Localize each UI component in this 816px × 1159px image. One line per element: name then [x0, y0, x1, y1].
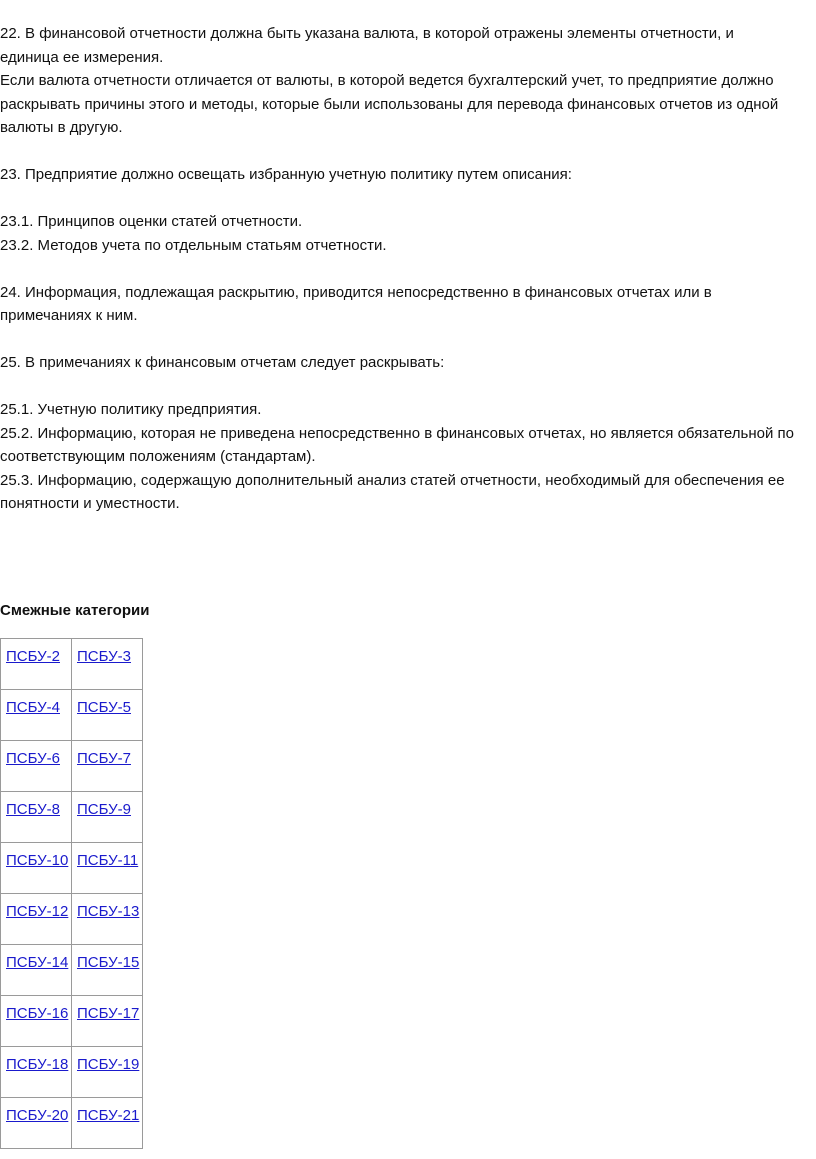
table-cell — [72, 639, 143, 690]
related-category-link[interactable]: ПСБУ-6 — [6, 750, 60, 767]
paragraph-25: 25. В примечаниях к финансовым отчетам следует раскрывать: — [0, 354, 445, 371]
table-cell — [1, 1098, 72, 1149]
spacer — [0, 328, 816, 352]
table-row — [1, 843, 143, 894]
related-category-link[interactable]: ПСБУ-14 — [6, 954, 69, 971]
table-cell — [72, 690, 143, 741]
related-category-link[interactable]: ПСБУ-16 — [6, 1005, 69, 1022]
related-category-link[interactable]: ПСБУ-4 — [6, 699, 60, 716]
spacer — [0, 375, 816, 399]
table-cell — [72, 945, 143, 996]
table-cell — [1, 690, 72, 741]
table-row — [1, 894, 143, 945]
table-cell — [1, 996, 72, 1047]
table-cell — [72, 843, 143, 894]
table-cell — [1, 741, 72, 792]
paragraph-25-2-line-2: соответствующим положениям (стандартам). — [0, 448, 316, 465]
related-categories-table — [0, 638, 143, 1149]
spacer — [0, 257, 816, 281]
related-categories-table-body — [1, 639, 143, 1149]
related-category-link[interactable]: ПСБУ-13 — [77, 903, 140, 920]
table-row — [1, 792, 143, 843]
related-category-link[interactable]: ПСБУ-18 — [6, 1056, 69, 1073]
paragraph-24-line-2: примечаниях к ним. — [0, 307, 138, 324]
paragraph-23-2: 23.2. Методов учета по отдельным статьям отчетности. — [0, 236, 387, 254]
table-cell — [72, 1047, 143, 1098]
table-row — [1, 690, 143, 741]
table-row — [1, 996, 143, 1047]
table-cell — [1, 894, 72, 945]
document-body — [0, 22, 816, 516]
related-category-link[interactable]: ПСБУ-9 — [77, 801, 131, 818]
table-row — [1, 1047, 143, 1098]
table-cell — [1, 1047, 72, 1098]
paragraph-22b-line-3: валюты в другую. — [0, 119, 123, 136]
paragraph-23-1: 23.1. Принципов оценки статей отчетности. — [0, 213, 303, 230]
related-category-link[interactable]: ПСБУ-15 — [77, 954, 140, 971]
table-cell — [72, 996, 143, 1047]
related-category-link[interactable]: ПСБУ-11 — [77, 852, 139, 869]
table-row — [1, 945, 143, 996]
paragraph-25-3-line-2: понятности и уместности. — [0, 495, 180, 512]
table-cell — [1, 945, 72, 996]
related-category-link[interactable]: ПСБУ-10 — [6, 852, 69, 869]
related-category-link[interactable]: ПСБУ-3 — [77, 648, 131, 665]
table-row — [1, 639, 143, 690]
table-cell — [72, 894, 143, 945]
paragraph-25-1: 25.1. Учетную политику предприятия. — [0, 401, 262, 418]
table-cell — [1, 792, 72, 843]
paragraph-25-3-line-1: 25.3. Информацию, содержащую дополнительный анализ статей отчетности, необходимый для обеспечения ее — [0, 471, 785, 489]
table-cell — [1, 843, 72, 894]
related-category-link[interactable]: ПСБУ-8 — [6, 801, 60, 818]
paragraph-24-line-1: 24. Информация, подлежащая раскрытию, приводится непосредственно в финансовых отчетах или в — [0, 283, 712, 301]
related-category-link[interactable]: ПСБУ-5 — [77, 699, 131, 716]
related-category-link[interactable]: ПСБУ-20 — [6, 1107, 69, 1124]
related-category-link[interactable]: ПСБУ-7 — [77, 750, 131, 767]
table-cell — [1, 639, 72, 690]
paragraph-23: 23. Предприятие должно освещать избранную учетную политику путем описания: — [0, 166, 572, 183]
paragraph-22-line-1: 22. В финансовой отчетности должна быть указана валюта, в которой отражены элементы отчетности, и — [0, 25, 734, 42]
table-cell — [72, 792, 143, 843]
related-category-link[interactable]: ПСБУ-12 — [6, 903, 69, 920]
related-categories-heading: Смежные категории — [0, 602, 150, 619]
paragraph-22b-line-1: Если валюта отчетности отличается от валюты, в которой ведется бухгалтерский учет, то предприятие должно — [0, 72, 774, 89]
table-cell — [72, 1098, 143, 1149]
table-row — [1, 741, 143, 792]
paragraph-22-line-2: единица ее измерения. — [0, 48, 164, 66]
spacer — [0, 187, 816, 211]
related-category-link[interactable]: ПСБУ-17 — [77, 1005, 140, 1022]
paragraph-22b-line-2: раскрывать причины этого и методы, которые были использованы для перевода финансовых отчетов из одной — [0, 95, 779, 113]
paragraph-25-2-line-1: 25.2. Информацию, которая не приведена непосредственно в финансовых отчетах, но является обязательной по — [0, 424, 794, 442]
related-category-link[interactable]: ПСБУ-21 — [77, 1107, 140, 1124]
table-row — [1, 1098, 143, 1149]
related-category-link[interactable]: ПСБУ-2 — [6, 648, 60, 665]
table-cell — [72, 741, 143, 792]
related-category-link[interactable]: ПСБУ-19 — [77, 1056, 140, 1073]
spacer — [0, 140, 816, 164]
